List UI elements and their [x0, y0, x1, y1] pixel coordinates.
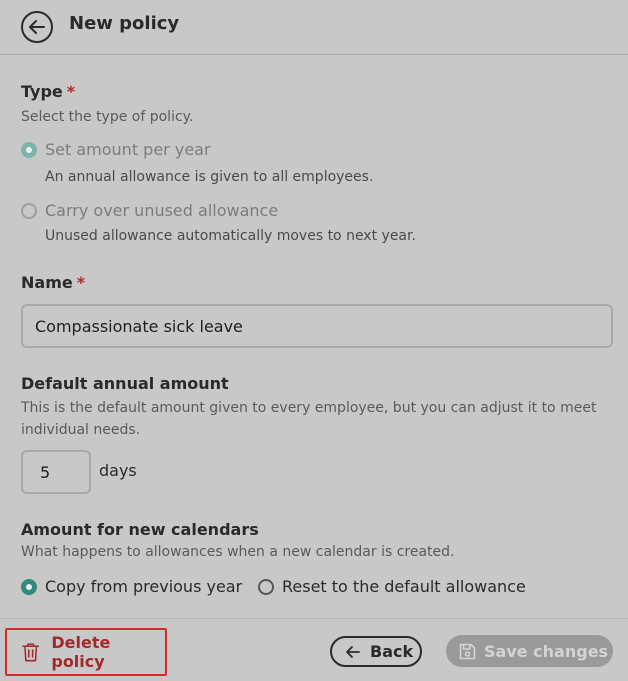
default-amount-help-line-1: This is the default amount given to every employee, but you can adjust it to meet — [21, 400, 597, 416]
save-changes-label: Save changes — [484, 641, 609, 661]
radio-set-amount-per-year[interactable] — [21, 140, 211, 159]
radio-carry-over-unused-allowance[interactable] — [21, 201, 278, 220]
type-label-text: Type — [21, 82, 63, 101]
radio-copy-from-previous-year[interactable] — [21, 577, 242, 596]
radio-button-unchecked[interactable] — [258, 579, 274, 595]
default-amount-input[interactable] — [21, 450, 91, 494]
save-changes-button[interactable] — [446, 635, 613, 667]
radio-button-checked[interactable] — [21, 579, 37, 595]
new-calendars-label: Amount for new calendars — [21, 520, 259, 539]
delete-policy-label: Delete policy — [51, 633, 111, 671]
default-amount-label: Default annual amount — [21, 374, 229, 393]
new-calendars-help: What happens to allowances when a new calendar is created. — [21, 544, 455, 560]
type-help-text: Select the type of policy. — [21, 109, 194, 125]
radio-label: Set amount per year — [45, 140, 211, 159]
back-button[interactable] — [330, 636, 422, 667]
type-label — [21, 82, 75, 101]
delete-policy-button[interactable] — [5, 628, 167, 676]
default-amount-help-line-2: individual needs. — [21, 422, 141, 438]
radio-label: Carry over unused allowance — [45, 201, 279, 220]
policy-name-input[interactable] — [21, 304, 613, 348]
name-label-text: Name — [21, 273, 73, 292]
amount-unit-label: days — [99, 461, 137, 480]
radio-label: Copy from previous year — [45, 577, 243, 596]
arrow-left-icon — [29, 20, 45, 34]
name-label — [21, 273, 85, 292]
default-amount-value: 5 — [40, 462, 51, 482]
page-header — [0, 0, 628, 55]
required-mark: * — [66, 82, 76, 101]
radio-description: Unused allowance automatically moves to next year. — [45, 228, 416, 244]
back-arrow-button[interactable] — [21, 11, 53, 43]
save-icon — [459, 643, 476, 660]
policy-name-value: Compassionate sick leave — [35, 316, 243, 336]
back-label: Back — [370, 642, 414, 661]
radio-button-unchecked[interactable] — [21, 203, 37, 219]
radio-button-checked[interactable] — [21, 142, 37, 158]
radio-description: An annual allowance is given to all employees. — [45, 169, 374, 185]
trash-icon — [22, 642, 39, 662]
arrow-left-icon — [346, 646, 360, 658]
radio-reset-to-default-allowance[interactable] — [258, 577, 526, 596]
radio-label: Reset to the default allowance — [282, 577, 526, 596]
required-mark: * — [76, 273, 86, 292]
page-title: New policy — [69, 13, 180, 34]
